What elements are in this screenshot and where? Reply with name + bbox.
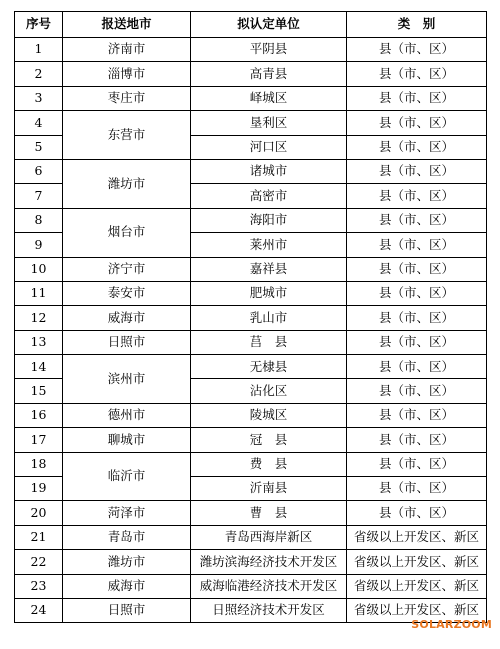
table-row — [15, 86, 487, 110]
row-unit: 莱州市 — [191, 233, 347, 257]
row-unit: 青岛西海岸新区 — [191, 525, 347, 549]
row-city: 菏泽市 — [63, 501, 191, 525]
row-city: 枣庄市 — [63, 86, 191, 110]
table-row — [15, 208, 487, 232]
row-type: 县（市、区） — [347, 111, 487, 135]
row-city: 日照市 — [63, 598, 191, 622]
row-number: 8 — [15, 208, 63, 232]
header-city: 报送地市 — [63, 12, 191, 38]
table-row — [15, 306, 487, 330]
row-number: 3 — [15, 86, 63, 110]
row-unit: 峄城区 — [191, 86, 347, 110]
table-row — [15, 62, 487, 86]
row-city: 德州市 — [63, 403, 191, 427]
row-unit: 嘉祥县 — [191, 257, 347, 281]
row-unit: 沂南县 — [191, 477, 347, 501]
row-city: 威海市 — [63, 306, 191, 330]
row-unit: 平阴县 — [191, 38, 347, 62]
row-number: 10 — [15, 257, 63, 281]
row-city: 潍坊市 — [63, 550, 191, 574]
table-row — [15, 403, 487, 427]
row-number: 22 — [15, 550, 63, 574]
row-type: 县（市、区） — [347, 379, 487, 403]
table-row — [15, 38, 487, 62]
row-type: 县（市、区） — [347, 135, 487, 159]
row-city: 聊城市 — [63, 428, 191, 452]
row-unit: 肥城市 — [191, 281, 347, 305]
row-city: 济宁市 — [63, 257, 191, 281]
row-city: 滨州市 — [63, 355, 191, 404]
row-type: 省级以上开发区、新区 — [347, 525, 487, 549]
header-row — [15, 12, 487, 38]
row-city: 济南市 — [63, 38, 191, 62]
row-type: 县（市、区） — [347, 501, 487, 525]
row-number: 1 — [15, 38, 63, 62]
table-body — [15, 38, 487, 623]
row-unit: 潍坊滨海经济技术开发区 — [191, 550, 347, 574]
row-number: 11 — [15, 281, 63, 305]
row-unit: 莒 县 — [191, 330, 347, 354]
row-type: 省级以上开发区、新区 — [347, 598, 487, 622]
row-city: 东营市 — [63, 111, 191, 160]
row-city: 威海市 — [63, 574, 191, 598]
row-city: 烟台市 — [63, 208, 191, 257]
row-type: 县（市、区） — [347, 159, 487, 183]
row-number: 18 — [15, 452, 63, 476]
table-row — [15, 355, 487, 379]
row-number: 9 — [15, 233, 63, 257]
row-unit: 垦利区 — [191, 111, 347, 135]
row-type: 县（市、区） — [347, 86, 487, 110]
header-no: 序号 — [15, 12, 63, 38]
row-unit: 冠 县 — [191, 428, 347, 452]
row-type: 省级以上开发区、新区 — [347, 550, 487, 574]
row-number: 20 — [15, 501, 63, 525]
row-city: 临沂市 — [63, 452, 191, 501]
row-unit: 高青县 — [191, 62, 347, 86]
row-city: 泰安市 — [63, 281, 191, 305]
table-row — [15, 111, 487, 135]
row-number: 2 — [15, 62, 63, 86]
table-row — [15, 452, 487, 476]
table-row — [15, 257, 487, 281]
row-type: 县（市、区） — [347, 452, 487, 476]
header-unit: 拟认定单位 — [191, 12, 347, 38]
row-type: 县（市、区） — [347, 257, 487, 281]
header-type: 类 别 — [347, 12, 487, 38]
row-city: 青岛市 — [63, 525, 191, 549]
row-unit: 无棣县 — [191, 355, 347, 379]
row-unit: 高密市 — [191, 184, 347, 208]
row-number: 23 — [15, 574, 63, 598]
row-number: 14 — [15, 355, 63, 379]
row-type: 县（市、区） — [347, 38, 487, 62]
table-row — [15, 550, 487, 574]
row-type: 县（市、区） — [347, 428, 487, 452]
row-number: 15 — [15, 379, 63, 403]
row-unit: 河口区 — [191, 135, 347, 159]
row-number: 16 — [15, 403, 63, 427]
row-type: 县（市、区） — [347, 62, 487, 86]
row-number: 12 — [15, 306, 63, 330]
row-city: 潍坊市 — [63, 159, 191, 208]
row-type: 县（市、区） — [347, 184, 487, 208]
row-number: 13 — [15, 330, 63, 354]
row-unit: 陵城区 — [191, 403, 347, 427]
row-number: 21 — [15, 525, 63, 549]
row-unit: 诸城市 — [191, 159, 347, 183]
table-row — [15, 281, 487, 305]
row-number: 19 — [15, 477, 63, 501]
row-number: 5 — [15, 135, 63, 159]
row-unit: 威海临港经济技术开发区 — [191, 574, 347, 598]
row-number: 24 — [15, 598, 63, 622]
row-type: 县（市、区） — [347, 477, 487, 501]
row-type: 县（市、区） — [347, 306, 487, 330]
row-number: 17 — [15, 428, 63, 452]
row-number: 7 — [15, 184, 63, 208]
row-type: 县（市、区） — [347, 281, 487, 305]
row-city: 淄博市 — [63, 62, 191, 86]
row-type: 县（市、区） — [347, 330, 487, 354]
watermark-logo: SOLARZOOM — [411, 618, 492, 631]
table-row — [15, 525, 487, 549]
row-city: 日照市 — [63, 330, 191, 354]
row-number: 6 — [15, 159, 63, 183]
table-row — [15, 501, 487, 525]
row-unit: 日照经济技术开发区 — [191, 598, 347, 622]
row-type: 县（市、区） — [347, 403, 487, 427]
row-unit: 费 县 — [191, 452, 347, 476]
row-unit: 沾化区 — [191, 379, 347, 403]
row-type: 县（市、区） — [347, 355, 487, 379]
row-type: 县（市、区） — [347, 233, 487, 257]
row-unit: 乳山市 — [191, 306, 347, 330]
row-unit: 曹 县 — [191, 501, 347, 525]
designation-table — [14, 11, 487, 623]
row-type: 省级以上开发区、新区 — [347, 574, 487, 598]
table-row — [15, 159, 487, 183]
row-number: 4 — [15, 111, 63, 135]
table-row — [15, 574, 487, 598]
row-type: 县（市、区） — [347, 208, 487, 232]
table-row — [15, 428, 487, 452]
table-row — [15, 330, 487, 354]
row-unit: 海阳市 — [191, 208, 347, 232]
